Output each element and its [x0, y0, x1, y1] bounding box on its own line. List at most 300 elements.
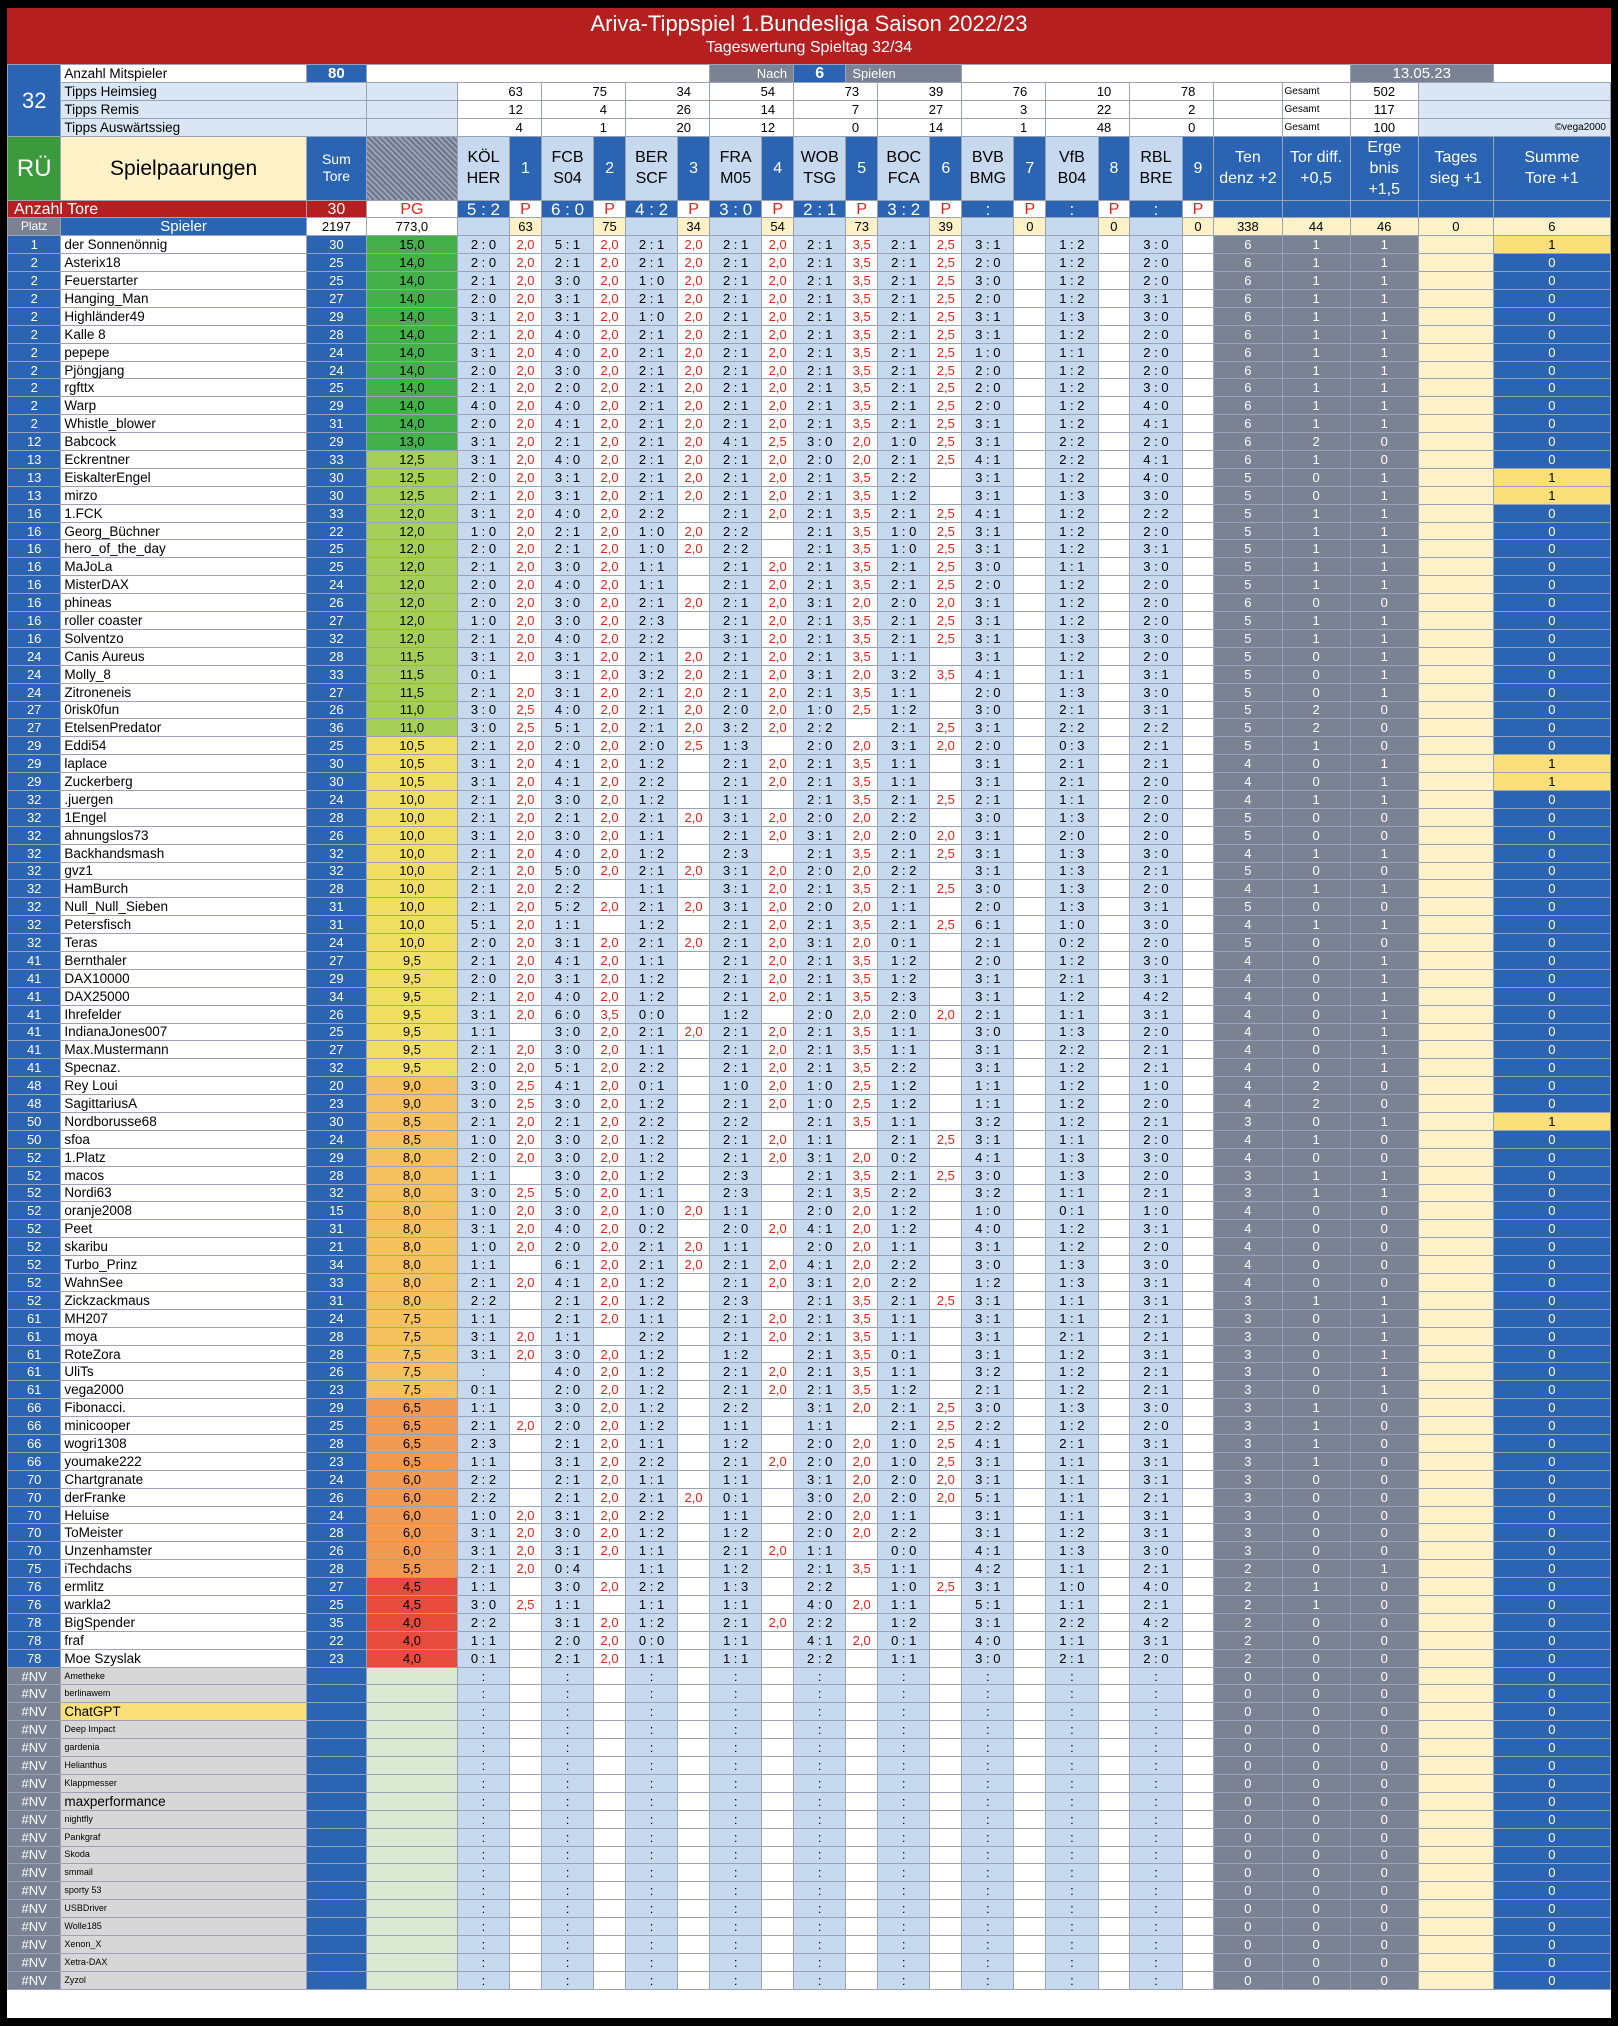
player-tip: : — [541, 1882, 593, 1900]
tip-count-heim: 75 — [541, 82, 625, 100]
blank — [762, 1828, 794, 1846]
player-tip: 1 : 1 — [1046, 1596, 1098, 1614]
player-points: 10,5 — [366, 755, 457, 773]
player-rank: 16 — [8, 594, 61, 612]
tagessieg-value — [1418, 1095, 1493, 1113]
player-points: 10,0 — [366, 808, 457, 826]
player-tip-points: 3,5 — [846, 290, 878, 308]
player-tip-points: 2,0 — [594, 343, 626, 361]
player-tip-points: 3,5 — [846, 844, 878, 862]
player-tip: 2 : 1 — [878, 307, 930, 325]
summe-tore-value: 0 — [1493, 1703, 1610, 1721]
player-tip-points: 2,0 — [594, 1112, 626, 1130]
player-tip-points: 3,5 — [846, 1291, 878, 1309]
player-row — [8, 951, 1611, 969]
player-tip-points — [930, 1363, 962, 1381]
player-tip: 2 : 0 — [541, 1381, 593, 1399]
blank — [762, 1935, 794, 1953]
player-tip: 3 : 1 — [457, 1524, 509, 1542]
summe-tore-value: 0 — [1493, 1613, 1610, 1631]
blank — [1014, 1792, 1046, 1810]
player-tip: 2 : 1 — [710, 361, 762, 379]
player-tip: : — [962, 1953, 1014, 1971]
blank — [1014, 1739, 1046, 1757]
player-tip: 2 : 1 — [625, 1488, 677, 1506]
player-tip-points — [1098, 1148, 1130, 1166]
player-name: Unzenhamster — [61, 1542, 306, 1560]
tendenz-value: 4 — [1214, 1041, 1282, 1059]
player-tip: 2 : 0 — [457, 236, 509, 254]
blank — [1418, 1703, 1493, 1721]
tendenz-value: 5 — [1214, 647, 1282, 665]
player-tip: 2 : 0 — [1130, 343, 1182, 361]
player-tip-points — [678, 504, 710, 522]
player-tip: : — [962, 1918, 1014, 1936]
player-tip-points — [1098, 236, 1130, 254]
player-tip: 2 : 0 — [1130, 1166, 1182, 1184]
blank — [678, 1828, 710, 1846]
player-tip-points — [1014, 1452, 1046, 1470]
player-tip-points — [1182, 880, 1214, 898]
player-name: wogri1308 — [61, 1435, 306, 1453]
remis-label: Tipps Remis — [61, 100, 367, 118]
player-tip-points — [1182, 808, 1214, 826]
blank — [366, 1703, 457, 1721]
player-rank: 29 — [8, 755, 61, 773]
player-tip-points — [1098, 1005, 1130, 1023]
player-tip: 0 : 1 — [625, 1077, 677, 1095]
player-tip-points — [1098, 969, 1130, 987]
player-tip-points — [678, 1560, 710, 1578]
player-tip: 2 : 0 — [457, 934, 509, 952]
blank — [1182, 1685, 1214, 1703]
player-tip-points — [510, 1023, 542, 1041]
player-tip-points: 2,0 — [762, 1220, 794, 1238]
tordiff-value: 0 — [1282, 1023, 1350, 1041]
player-tip-points: 2,0 — [762, 468, 794, 486]
player-tip-points — [1014, 1542, 1046, 1560]
tendenz-value: 3 — [1214, 1327, 1282, 1345]
tagessieg-value — [1418, 1417, 1493, 1435]
player-row — [8, 1452, 1611, 1470]
player-tip: 1 : 2 — [625, 1417, 677, 1435]
player-tip: 4 : 0 — [541, 1220, 593, 1238]
player-tip: 1 : 1 — [710, 1596, 762, 1614]
player-tip-points — [930, 1220, 962, 1238]
player-tip: 2 : 1 — [794, 773, 846, 791]
blank — [510, 1846, 542, 1864]
player-rank: 16 — [8, 558, 61, 576]
ergebnis-value: 0 — [1350, 1918, 1418, 1936]
player-tip: 1 : 1 — [878, 1309, 930, 1327]
player-tip-points: 2,0 — [846, 1524, 878, 1542]
tendenz-value: 6 — [1214, 254, 1282, 272]
player-tip-points: 3,5 — [846, 307, 878, 325]
player-tip-points — [1098, 647, 1130, 665]
player-tip-points — [510, 1166, 542, 1184]
player-tip: 3 : 0 — [1130, 1256, 1182, 1274]
player-tip: 5 : 0 — [541, 862, 593, 880]
player-tip-points — [1098, 486, 1130, 504]
player-tip: 2 : 1 — [625, 898, 677, 916]
tordiff-value: 0 — [1282, 969, 1350, 987]
player-tip: : — [794, 1935, 846, 1953]
player-tip: : — [541, 1810, 593, 1828]
tendenz-value: 3 — [1214, 1184, 1282, 1202]
summe-tore-value: 0 — [1493, 1238, 1610, 1256]
player-tip-points: 2,0 — [594, 1184, 626, 1202]
ergebnis-value: 0 — [1350, 1417, 1418, 1435]
blank — [1182, 1918, 1214, 1936]
player-tip-points: 2,0 — [594, 1506, 626, 1524]
tordiff-value: 0 — [1282, 1506, 1350, 1524]
player-tip: 2 : 1 — [625, 486, 677, 504]
player-tip-points — [1014, 576, 1046, 594]
player-rank: #NV — [8, 1846, 61, 1864]
player-rank: 2 — [8, 272, 61, 290]
player-tip: 3 : 0 — [457, 1184, 509, 1202]
player-tip: 1 : 0 — [710, 1077, 762, 1095]
player-tip-points — [1182, 1542, 1214, 1560]
player-tip-points — [1014, 951, 1046, 969]
player-tip: 3 : 1 — [962, 1452, 1014, 1470]
blank — [930, 1757, 962, 1775]
match-home: FCB — [551, 149, 584, 167]
player-sum-tore: 24 — [306, 790, 366, 808]
player-tip-points: 3,5 — [846, 397, 878, 415]
player-rank: 41 — [8, 1023, 61, 1041]
player-tip: 3 : 0 — [962, 1256, 1014, 1274]
ergebnis-value: 1 — [1350, 504, 1418, 522]
player-tip-points — [678, 916, 710, 934]
player-tip: 1 : 2 — [1046, 415, 1098, 433]
player-tip-points — [1098, 1184, 1130, 1202]
player-row — [8, 1578, 1611, 1596]
player-tip: 2 : 0 — [1130, 576, 1182, 594]
blank — [930, 1935, 962, 1953]
player-name: HamBurch — [61, 880, 306, 898]
player-tip-points: 2,0 — [678, 665, 710, 683]
blank — [366, 118, 457, 136]
tagessieg-value — [1418, 397, 1493, 415]
player-tip-points — [678, 1578, 710, 1596]
player-tip-points — [930, 701, 962, 719]
player-tip: : — [794, 1792, 846, 1810]
player-points: 12,0 — [366, 558, 457, 576]
player-tip: 3 : 0 — [541, 1023, 593, 1041]
ru-label: RÜ — [8, 136, 61, 200]
player-tip: 3 : 0 — [541, 1130, 593, 1148]
player-tip-points — [1014, 1184, 1046, 1202]
blank — [1418, 1667, 1493, 1685]
player-tip-points — [930, 755, 962, 773]
player-row — [8, 790, 1611, 808]
player-tip-points — [1014, 916, 1046, 934]
player-sum-tore: 28 — [306, 647, 366, 665]
player-tip: : — [878, 1739, 930, 1757]
player-tip: 3 : 1 — [794, 1470, 846, 1488]
blank — [306, 1685, 366, 1703]
summe-tore-value: 0 — [1493, 1649, 1610, 1667]
player-tip-points — [1182, 1274, 1214, 1292]
tordiff-value: 0 — [1282, 1345, 1350, 1363]
player-tip-points: 2,0 — [510, 1506, 542, 1524]
player-name: RoteZora — [61, 1345, 306, 1363]
player-rank: 75 — [8, 1560, 61, 1578]
tendenz-value: 2 — [1214, 1596, 1282, 1614]
tordiff-value: 1 — [1282, 737, 1350, 755]
player-tip-points: 3,5 — [846, 576, 878, 594]
tendenz-value: 5 — [1214, 719, 1282, 737]
player-tip-points — [1098, 361, 1130, 379]
player-tip-points: 3,5 — [846, 790, 878, 808]
player-tip: 2 : 1 — [625, 415, 677, 433]
player-tip-points — [1014, 790, 1046, 808]
blank — [762, 1792, 794, 1810]
player-tip: 1 : 3 — [1046, 683, 1098, 701]
player-tip: 2 : 1 — [710, 1613, 762, 1631]
player-rank: 41 — [8, 1041, 61, 1059]
player-row — [8, 1596, 1611, 1614]
player-tip: : — [541, 1774, 593, 1792]
sum-tore-label: Sum Tore — [306, 136, 366, 200]
player-tip: 0 : 1 — [878, 1631, 930, 1649]
player-row — [8, 1130, 1611, 1148]
tendenz-value: 3 — [1214, 1488, 1282, 1506]
blank — [1418, 1900, 1493, 1918]
player-sum-tore: 22 — [306, 1631, 366, 1649]
player-tip: 3 : 1 — [1130, 1345, 1182, 1363]
player-tip-points — [930, 1112, 962, 1130]
player-tip: 1 : 0 — [794, 1077, 846, 1095]
player-tip-points: 2,0 — [594, 1417, 626, 1435]
player-tip-points — [678, 1345, 710, 1363]
tordiff-value: 1 — [1282, 1578, 1350, 1596]
player-tip: : — [878, 1846, 930, 1864]
summe-tore-value: 0 — [1493, 1506, 1610, 1524]
player-tip: 1 : 1 — [878, 1560, 930, 1578]
player-points: 6,5 — [366, 1452, 457, 1470]
player-name: gvz1 — [61, 862, 306, 880]
player-tip: 1 : 2 — [1046, 361, 1098, 379]
ergebnis-value: 0 — [1350, 433, 1418, 451]
player-name: Teras — [61, 934, 306, 952]
player-tip-points: 2,0 — [678, 647, 710, 665]
player-tip: 2 : 1 — [794, 325, 846, 343]
ergebnis-value: 0 — [1350, 934, 1418, 952]
player-tip: 3 : 1 — [962, 1506, 1014, 1524]
player-tip-points: 2,0 — [510, 325, 542, 343]
blank — [1098, 1882, 1130, 1900]
player-tip: 4 : 1 — [541, 755, 593, 773]
player-tip-points — [1014, 629, 1046, 647]
tordiff-value: 0 — [1282, 1953, 1350, 1971]
tagessieg-value — [1418, 1327, 1493, 1345]
player-tip: 1 : 2 — [1046, 987, 1098, 1005]
player-tip-points: 2,0 — [594, 1291, 626, 1309]
player-row — [8, 397, 1611, 415]
player-tip-points — [1182, 1578, 1214, 1596]
player-tip-points — [1014, 1649, 1046, 1667]
player-tip-points — [1182, 1631, 1214, 1649]
player-tip: 4 : 0 — [541, 987, 593, 1005]
tordiff-value: 2 — [1282, 719, 1350, 737]
player-tip: 2 : 2 — [794, 1649, 846, 1667]
player-points: 10,0 — [366, 898, 457, 916]
player-tip: 3 : 0 — [962, 1166, 1014, 1184]
player-tip-points: 2,0 — [594, 576, 626, 594]
player-tip: 3 : 0 — [541, 1041, 593, 1059]
player-tip-points: 3,5 — [846, 486, 878, 504]
blank — [1014, 1703, 1046, 1721]
player-row — [8, 558, 1611, 576]
player-points: 8,0 — [366, 1184, 457, 1202]
summe-tore-value: 0 — [1493, 1166, 1610, 1184]
blank — [1182, 1667, 1214, 1685]
blank — [306, 1667, 366, 1685]
player-row — [8, 1560, 1611, 1578]
p-label: P — [930, 200, 962, 218]
player-tip-points — [678, 1095, 710, 1113]
blank — [1493, 200, 1610, 218]
player-tip-points — [1014, 1381, 1046, 1399]
player-tip: 2 : 0 — [541, 1417, 593, 1435]
blank — [762, 1882, 794, 1900]
blank — [594, 1757, 626, 1775]
player-name: BigSpender — [61, 1613, 306, 1631]
ergebnis-value: 0 — [1350, 1774, 1418, 1792]
tendenz-value: 3 — [1214, 1309, 1282, 1327]
player-tip-points: 2,0 — [594, 969, 626, 987]
player-tip-points — [846, 1613, 878, 1631]
player-tip: 0 : 2 — [625, 1220, 677, 1238]
player-tip-points: 2,5 — [930, 1417, 962, 1435]
player-tip-points — [1014, 844, 1046, 862]
player-points: 12,0 — [366, 629, 457, 647]
player-rank: 32 — [8, 790, 61, 808]
player-tip-points — [1014, 1309, 1046, 1327]
player-tip: 1 : 3 — [1046, 486, 1098, 504]
player-tip: 1 : 1 — [878, 1238, 930, 1256]
player-tip-points: 2,0 — [762, 272, 794, 290]
player-row — [8, 540, 1611, 558]
player-tip: 1 : 2 — [625, 1524, 677, 1542]
summe-tore-value: 0 — [1493, 737, 1610, 755]
player-rank: 70 — [8, 1488, 61, 1506]
blank — [846, 1828, 878, 1846]
player-tip: 2 : 1 — [710, 576, 762, 594]
blank — [510, 1828, 542, 1846]
summe-tore-value: 0 — [1493, 647, 1610, 665]
player-tip-points: 2,0 — [594, 665, 626, 683]
ergebnis-value: 1 — [1350, 397, 1418, 415]
player-tip-points — [1098, 1023, 1130, 1041]
player-name: MH207 — [61, 1309, 306, 1327]
player-tip: : — [1046, 1774, 1098, 1792]
player-tip: 2 : 0 — [1130, 1023, 1182, 1041]
player-tip: 3 : 1 — [541, 1452, 593, 1470]
player-tip-points — [510, 1631, 542, 1649]
summe-tore-value: 0 — [1493, 719, 1610, 737]
player-tip-points: 2,0 — [930, 737, 962, 755]
player-tip-points — [1182, 1220, 1214, 1238]
player-tip-points — [678, 629, 710, 647]
tagessieg-value — [1418, 1578, 1493, 1596]
player-tip: 1 : 2 — [710, 1560, 762, 1578]
blank — [1046, 218, 1098, 236]
summe-tore-value: 0 — [1493, 1023, 1610, 1041]
player-points: 14,0 — [366, 290, 457, 308]
player-tip-points — [1182, 468, 1214, 486]
player-tip: 3 : 0 — [1130, 629, 1182, 647]
player-tip-points — [1098, 1524, 1130, 1542]
player-tip-points: 2,0 — [678, 862, 710, 880]
ergebnis-value: 1 — [1350, 540, 1418, 558]
player-tip: 2 : 2 — [710, 540, 762, 558]
player-tip-points: 2,0 — [762, 1363, 794, 1381]
player-tip-points: 2,0 — [762, 951, 794, 969]
tendenz-value: 3 — [1214, 1435, 1282, 1453]
player-row — [8, 844, 1611, 862]
player-tip-points: 2,0 — [846, 1435, 878, 1453]
player-points: 9,5 — [366, 969, 457, 987]
player-tip: : — [541, 1685, 593, 1703]
player-tip: 3 : 1 — [1130, 540, 1182, 558]
tendenz-value: 2 — [1214, 1631, 1282, 1649]
blank — [1418, 100, 1610, 118]
tagessieg-value — [1418, 683, 1493, 701]
ergebnis-value: 1 — [1350, 1345, 1418, 1363]
player-tip-points: 2,0 — [510, 379, 542, 397]
blank — [930, 1918, 962, 1936]
player-tip: : — [794, 1918, 846, 1936]
blank — [366, 1864, 457, 1882]
player-points: 11,5 — [366, 665, 457, 683]
player-tip-points — [510, 1399, 542, 1417]
player-tip: 2 : 1 — [794, 1059, 846, 1077]
tagessieg-value — [1418, 790, 1493, 808]
tendenz-value: 4 — [1214, 790, 1282, 808]
match-number: 3 — [678, 136, 710, 200]
player-rank: 52 — [8, 1238, 61, 1256]
player-tip: 1 : 1 — [794, 1542, 846, 1560]
player-tip-points: 2,0 — [762, 451, 794, 469]
blank — [1418, 1774, 1493, 1792]
player-tip: 4 : 0 — [541, 844, 593, 862]
player-tip: 2 : 0 — [1130, 522, 1182, 540]
ergebnis-value: 1 — [1350, 1327, 1418, 1345]
ergebnis-value: 0 — [1350, 1095, 1418, 1113]
player-tip: 1 : 2 — [625, 987, 677, 1005]
player-tip-points: 2,0 — [510, 612, 542, 630]
player-points: 4,5 — [366, 1578, 457, 1596]
player-tip: 1 : 1 — [1046, 1130, 1098, 1148]
player-tip: 4 : 0 — [794, 1596, 846, 1614]
tagessieg-value — [1418, 898, 1493, 916]
blank — [762, 1774, 794, 1792]
player-tip: 2 : 0 — [710, 701, 762, 719]
blank — [1182, 1792, 1214, 1810]
player-tip: 2 : 0 — [878, 1005, 930, 1023]
player-tip-points: 2,5 — [930, 576, 962, 594]
ergebnis-value: 1 — [1350, 1363, 1418, 1381]
player-tip-points: 2,0 — [594, 1399, 626, 1417]
player-tip-points — [930, 1381, 962, 1399]
player-tip: 2 : 0 — [962, 683, 1014, 701]
player-tip: 2 : 1 — [794, 951, 846, 969]
player-tip-points — [1182, 1095, 1214, 1113]
tagessieg-value — [1418, 1059, 1493, 1077]
